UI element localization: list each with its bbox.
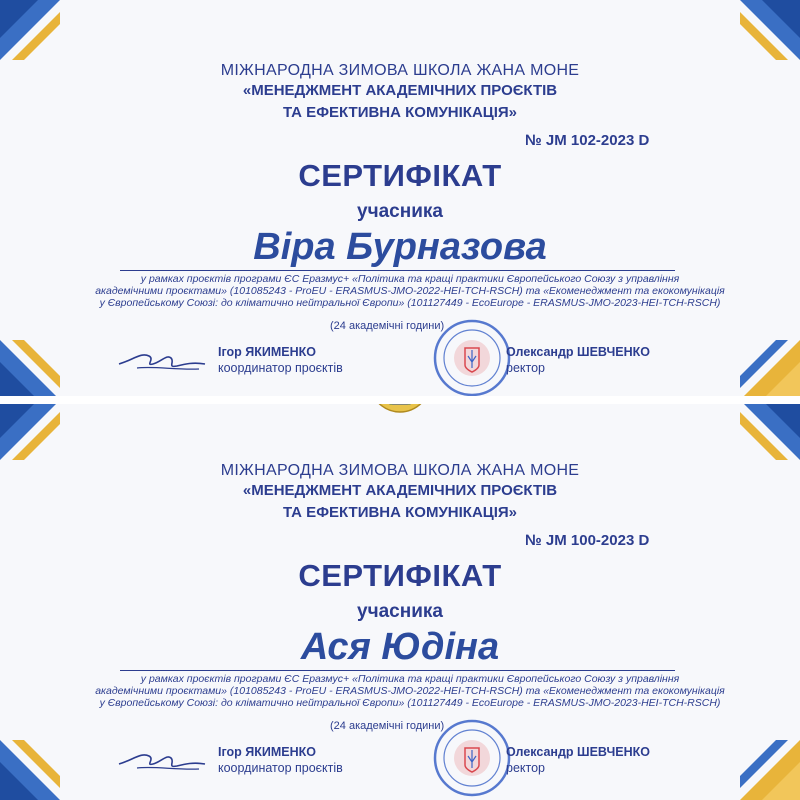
- rector-role: ректор: [506, 361, 546, 375]
- certificate-description: [90, 273, 730, 309]
- corner-decoration-top-left: [0, 0, 60, 60]
- corner-decoration-top-left: [0, 400, 60, 460]
- certificate-description: [90, 673, 730, 709]
- academic-hours: (24 академічні години): [330, 720, 445, 732]
- program-title-line2: ТА ЕФЕКТИВНА КОМУНІКАЦІЯ»: [282, 504, 518, 521]
- corner-decoration-bottom-right: [740, 740, 800, 800]
- certificate-subtitle: учасника: [357, 201, 443, 222]
- corner-decoration-bottom-left: [0, 740, 60, 800]
- rector-name: Олександр ШЕВЧЕНКО: [506, 745, 650, 759]
- description-line-1: у рамках проєктів програми ЄС Еразмус+ «Політика та кращі практики Європейського Союзу з управління: [140, 673, 680, 685]
- coordinator-role: координатор проєктів: [218, 361, 343, 375]
- description-line-2: академічними проєктами» (101085243 - ProEU - ERASMUS-JMO-2022-HEI-TCH-RSCH) та «Екоменеджмент та екокомунікація: [95, 285, 725, 297]
- description-line-2: академічними проєктами» (101085243 - ProEU - ERASMUS-JMO-2022-HEI-TCH-RSCH) та «Екоменеджмент та екокомунікація: [95, 685, 725, 697]
- rector-name: Олександр ШЕВЧЕНКО: [506, 345, 650, 359]
- official-seal-icon: [432, 718, 512, 798]
- certificate-2: [0, 400, 800, 800]
- certificate-title: СЕРТИФІКАТ: [298, 558, 502, 593]
- coordinator-role: координатор проєктів: [218, 761, 343, 775]
- certificate-divider: [0, 396, 800, 404]
- school-name: МІЖНАРОДНА ЗИМОВА ШКОЛА ЖАНА МОНЕ: [220, 462, 580, 479]
- description-line-3: у Європейському Союзі: до кліматично нейтральної Європи» (101127449 - EcoEurope - ERASMUS-JMO-2023-HEI-TCH-RSCH): [99, 697, 721, 709]
- name-underline: [120, 270, 675, 271]
- name-underline: [120, 670, 675, 671]
- corner-decoration-bottom-left: [0, 340, 60, 400]
- description-line-3: у Європейському Союзі: до кліматично нейтральної Європи» (101127449 - EcoEurope - ERASMUS-JMO-2023-HEI-TCH-RSCH): [99, 297, 721, 309]
- corner-decoration-top-right: [740, 400, 800, 460]
- description-line-1: у рамках проєктів програми ЄС Еразмус+ «Політика та кращі практики Європейського Союзу з управління: [140, 273, 680, 285]
- certificate-subtitle: учасника: [357, 601, 443, 622]
- corner-decoration-top-right: [740, 0, 800, 60]
- coordinator-name: Ігор ЯКИМЕНКО: [218, 745, 316, 759]
- certificate-title: СЕРТИФІКАТ: [298, 158, 502, 193]
- coordinator-name: Ігор ЯКИМЕНКО: [218, 345, 316, 359]
- program-title-line1: «МЕНЕДЖМЕНТ АКАДЕМІЧНИХ ПРОЄКТІВ: [242, 82, 558, 99]
- official-seal-icon: [432, 318, 512, 398]
- signature-icon: [115, 342, 210, 374]
- program-title-line1: «МЕНЕДЖМЕНТ АКАДЕМІЧНИХ ПРОЄКТІВ: [242, 482, 558, 499]
- participant-name: Віра Бурназова: [253, 226, 547, 268]
- signature-icon: [115, 742, 210, 774]
- certificate-number: № JM 100-2023 D: [525, 532, 650, 549]
- rector-role: ректор: [506, 761, 546, 775]
- program-title-line2: ТА ЕФЕКТИВНА КОМУНІКАЦІЯ»: [282, 104, 518, 121]
- certificate-number: № JM 102-2023 D: [525, 132, 650, 149]
- participant-name: Ася Юдіна: [300, 626, 500, 668]
- school-name: МІЖНАРОДНА ЗИМОВА ШКОЛА ЖАНА МОНЕ: [220, 62, 580, 79]
- corner-decoration-bottom-right: [740, 340, 800, 400]
- academic-hours: (24 академічні години): [330, 320, 445, 332]
